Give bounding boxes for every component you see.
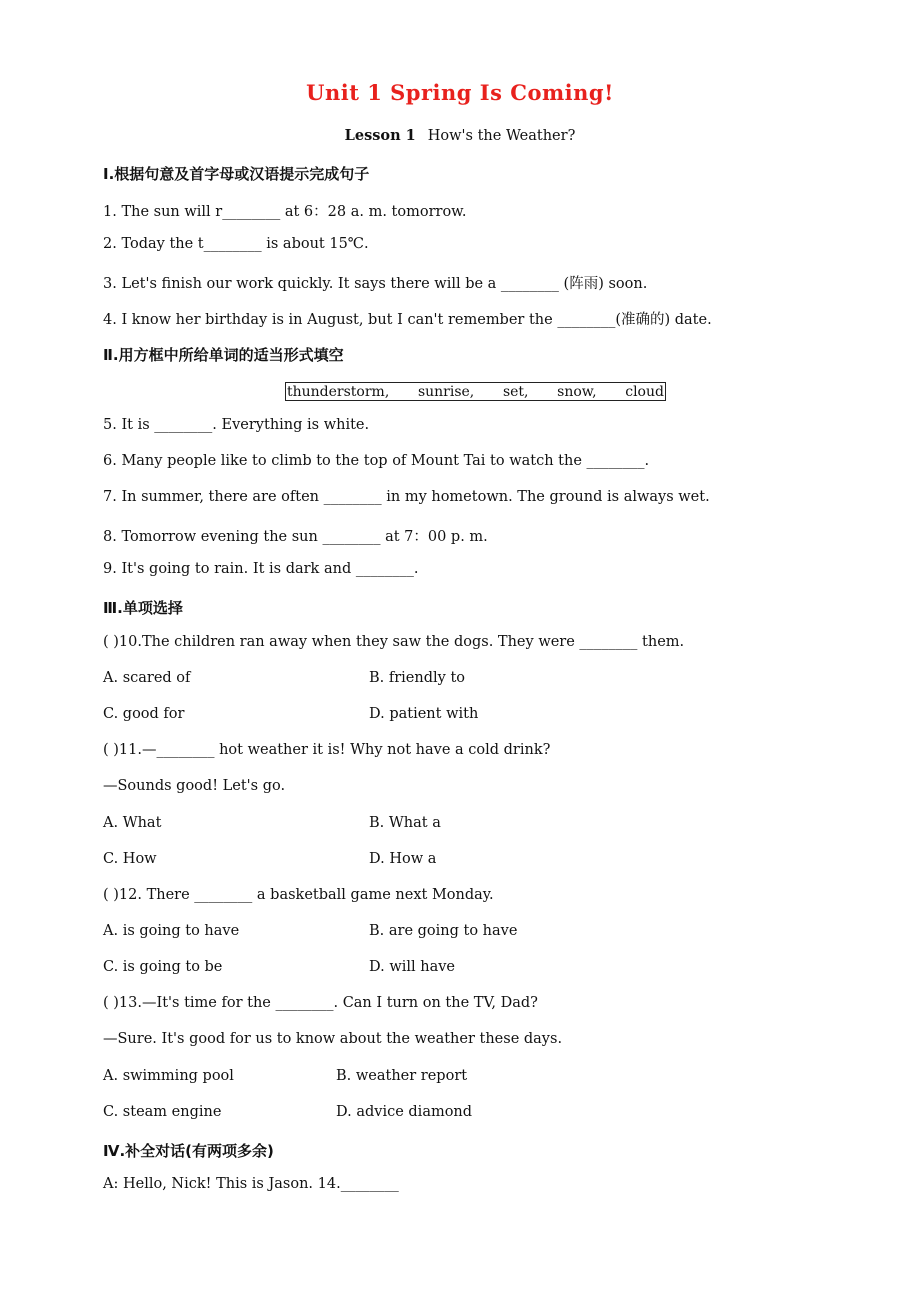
option-d: D. advice diamond: [336, 1104, 473, 1120]
page-title: Unit 1 Spring Is Coming!: [306, 80, 614, 105]
question-6: 6. Many people like to climb to the top of Mount Tai to watch the ________.: [103, 453, 650, 469]
question-4: 4. I know her birthday is in August, but I can't remember the ________(准确的) date.: [103, 312, 712, 328]
option-a: A. What: [103, 815, 162, 831]
word-box-item: thunderstorm,: [287, 383, 390, 400]
section-2-heading: Ⅱ.用方框中所给单词的适当形式填空: [103, 346, 344, 364]
option-b: B. weather report: [336, 1068, 468, 1084]
question-13-stem: ( )13.—It's time for the ________. Can I turn on the TV, Dad?: [103, 995, 538, 1011]
question-1: 1. The sun will r________ at 6：28 a. m. tomorrow.: [103, 204, 467, 220]
lesson-name: How's the Weather?: [427, 128, 576, 144]
question-9: 9. It's going to rain. It is dark and ________.: [103, 561, 419, 577]
option-a: A. scared of: [103, 670, 191, 686]
question-7: 7. In summer, there are often ________ in my hometown. The ground is always wet.: [103, 489, 710, 505]
dialogue-line-1: A: Hello, Nick! This is Jason. 14.________: [103, 1176, 399, 1192]
option-a: A. swimming pool: [103, 1068, 234, 1084]
section-1-heading: Ⅰ.根据句意及首字母或汉语提示完成句子: [103, 165, 370, 183]
section-3-heading: Ⅲ.单项选择: [103, 599, 183, 617]
question-5: 5. It is ________. Everything is white.: [103, 417, 370, 433]
lesson-subtitle: [0, 127, 920, 144]
question-8: 8. Tomorrow evening the sun ________ at 7：00 p. m.: [103, 529, 488, 545]
option-b: B. are going to have: [369, 923, 518, 939]
question-12-stem: ( )12. There ________ a basketball game next Monday.: [103, 887, 494, 903]
option-b: B. What a: [369, 815, 441, 831]
question-3: 3. Let's finish our work quickly. It says there will be a ________ (阵雨) soon.: [103, 276, 648, 292]
option-c: C. is going to be: [103, 959, 223, 975]
option-c: C. steam engine: [103, 1104, 222, 1120]
option-c: C. How: [103, 851, 157, 867]
option-d: D. patient with: [369, 706, 479, 722]
word-box-item: cloud: [625, 383, 664, 400]
word-box: [285, 382, 666, 401]
option-c: C. good for: [103, 706, 185, 722]
word-box-item: sunrise,: [417, 383, 475, 400]
question-13-reply: —Sure. It's good for us to know about the weather these days.: [103, 1031, 563, 1047]
question-11-reply: —Sounds good! Let's go.: [103, 778, 286, 794]
option-d: D. How a: [369, 851, 437, 867]
option-b: B. friendly to: [369, 670, 466, 686]
section-4-heading: Ⅳ.补全对话(有两项多余): [103, 1142, 274, 1160]
question-2: 2. Today the t________ is about 15℃.: [103, 236, 369, 252]
lesson-number: Lesson 1: [344, 127, 416, 144]
question-11-stem: ( )11.—________ hot weather it is! Why not have a cold drink?: [103, 742, 551, 758]
word-box-item: snow,: [557, 383, 597, 400]
question-10-stem: ( )10.The children ran away when they saw the dogs. They were ________ them.: [103, 634, 685, 650]
option-d: D. will have: [369, 959, 456, 975]
word-box-item: set,: [502, 383, 529, 400]
option-a: A. is going to have: [103, 923, 240, 939]
